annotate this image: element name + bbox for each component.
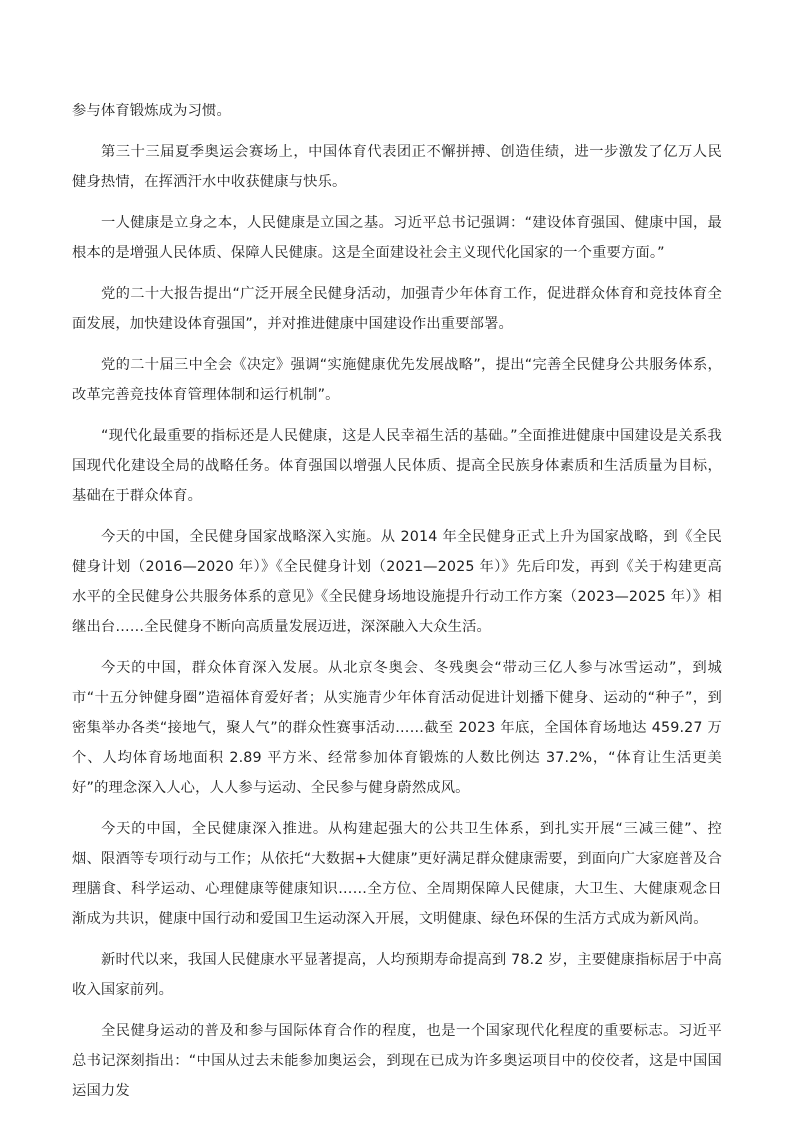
paragraph-1: 参与体育锻炼成为习惯。 [72,103,231,119]
paragraph-11: 全民健身运动的普及和参与国际体育合作的程度，也是一个国家现代化程度的重要标志。习近平总书记深刻指出：“中国从过去未能参加奥运会，到现在已成为许多奥运项目中的佼佼者，这是中国国运国力发 [72,1023,722,1099]
paragraph-8: 今天的中国，群众体育深入发展。从北京冬奥会、冬残奥会“带动三亿人参与冰雪运动”，到城市“十五分钟健身圈”造福体育爱好者；从实施青少年体育活动促进计划播下健身、运动的“种子”，到密集举办各类“接地气，聚人气”的群众性赛事活动……截至 2023 年底，全国体育场地达 459.27 万个、人均体育场地面积 2.89 平方米、经常参加体育锻炼的人数比例达 37.2%，“体育让生活更美好”的理念深入人心，人人参与运动、全民参与健身蔚然成风。 [72,660,722,796]
paragraph-7: 今天的中国，全民健身国家战略深入实施。从 2014 年全民健身正式上升为国家战略，到《全民健身计划（2016—2020 年）》《全民健身计划（2021—2025 年）》先后印发，再到《关于构建更高水平的全民健身公共服务体系的意见》《全民健身场地设施提升行动工作方案（2023—2025 年）》相继出台……全民健身不断向高质量发展迈进，深深融入大众生活。 [72,529,722,635]
paragraph-10: 新时代以来，我国人民健康水平显著提高，人均预期寿命提高到 78.2 岁，主要健康指标居于中高收入国家前列。 [72,952,722,998]
article-body [72,96,722,1117]
paragraph-2: 第三十三届夏季奥运会赛场上，中国体育代表团正不懈拼搏、创造佳绩，进一步激发了亿万人民健身热情，在挥洒汗水中收获健康与快乐。 [72,144,722,190]
paragraph-9: 今天的中国，全民健康深入推进。从构建起强大的公共卫生体系，到扎实开展“三减三健”、控烟、限酒等专项行动与工作；从依托“大数据+大健康”更好满足群众健康需要，到面向广大家庭普及合理膳食、科学运动、心理健康等健康知识……全方位、全周期保障人民健康，大卫生、大健康观念日渐成为共识，健康中国行动和爱国卫生运动深入开展，文明健康、绿色环保的生活方式成为新风尚。 [72,821,722,927]
paragraph-3: 一人健康是立身之本，人民健康是立国之基。习近平总书记强调：“建设体育强国、健康中国，最根本的是增强人民体质、保障人民健康。这是全面建设社会主义现代化国家的一个重要方面。” [72,215,722,261]
paragraph-6: “现代化最重要的指标还是人民健康，这是人民幸福生活的基础。”全面推进健康中国建设是关系我国现代化建设全局的战略任务。体育强国以增强人民体质、提高全民族身体素质和生活质量为目标，基础在于群众体育。 [72,428,722,504]
paragraph-4: 党的二十大报告提出“广泛开展全民健身活动，加强青少年体育工作，促进群众体育和竞技体育全面发展，加快建设体育强国”，并对推进健康中国建设作出重要部署。 [72,286,722,332]
paragraph-5: 党的二十届三中全会《决定》强调“实施健康优先发展战略”，提出“完善全民健身公共服务体系，改革完善竞技体育管理体制和运行机制”。 [72,357,722,403]
